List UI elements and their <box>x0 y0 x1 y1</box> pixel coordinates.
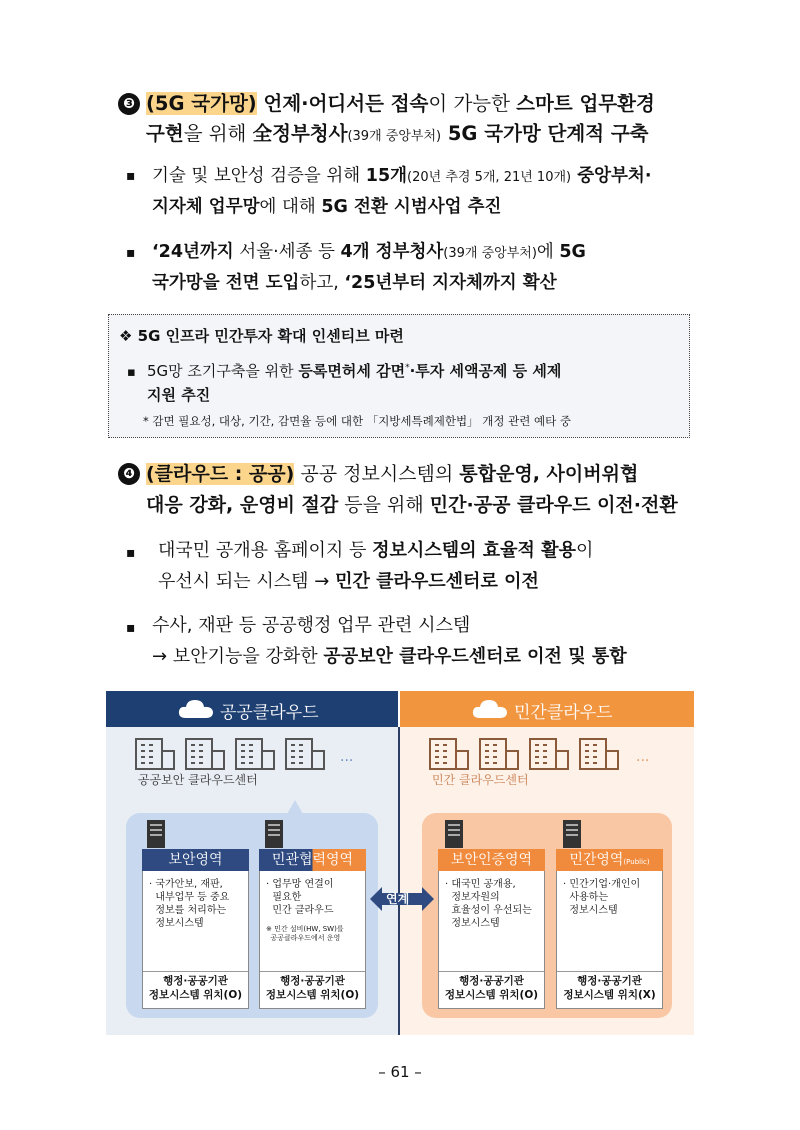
incentive-box-line2: 지원 추진 <box>147 386 211 404</box>
section3-bullet1-line1: 기술 및 보안성 검증을 위해 15개(20년 추경 5개, 21년 10개) 중앙부처· <box>152 166 652 186</box>
card-header: 보안인증영역 <box>438 849 545 871</box>
card-footer: 행정·공공기관 정보시스템 위치(O) <box>148 975 243 1001</box>
card-private-zone <box>556 849 663 1009</box>
public-cloud-title: 공공클라우드 <box>220 703 319 723</box>
section3-bullet2-line1: ‘24년까지 서울·세종 등 4개 정부청사(39개 중앙부처)에 5G <box>152 242 586 262</box>
building-icon <box>286 739 324 769</box>
section3-bullet2-line2: 국가망을 전면 도입하고, ‘25년부터 지자체까지 확산 <box>152 273 557 293</box>
building-icons-private <box>428 737 648 771</box>
server-icon <box>444 819 466 849</box>
cloud-icon <box>472 698 508 720</box>
card-body: · 업무망 연결이 필요한 민간 클라우드 ※ 민간 설비(HW, SW)를 공공클라우드에서 운영 <box>266 879 344 942</box>
circled-number-3: ❸ <box>118 93 140 115</box>
cloud-diagram <box>106 691 694 1035</box>
section3-tag: (5G 국가망) <box>146 92 257 115</box>
private-cloud-header <box>400 691 694 727</box>
section4-bullet1-line1: 대국민 공개용 홈페이지 등 정보시스템의 효율적 활용이 <box>158 540 594 561</box>
section3-line2: 구현을 위해 全정부청사(39개 중앙부처) 5G 국가망 단계적 구축 <box>146 122 649 145</box>
building-icon <box>430 739 468 769</box>
card-header: 민간영역(Public) <box>556 849 663 871</box>
bullet-square: ▪ <box>126 620 136 636</box>
incentive-box <box>108 314 690 438</box>
incentive-box-line1: 5G망 조기구축을 위한 등록면허세 감면*·투자 세액공제 등 세제 <box>147 362 562 380</box>
card-footer: 행정·공공기관 정보시스템 위치(O) <box>265 975 360 1001</box>
card-header: 보안영역 <box>142 849 249 871</box>
bullet-square: ▪ <box>126 545 136 561</box>
section4-tag: (클라우드 : 공공) <box>146 463 295 485</box>
card-footer: 행정·공공기관 정보시스템 위치(O) <box>444 975 539 1001</box>
incentive-box-note: * 감면 필요성, 대상, 기간, 감면율 등에 대한 「지방세특례제한법」 개정 관련 예타 중 <box>143 414 571 428</box>
ellipsis-public: ... <box>340 749 354 765</box>
page-number: – 61 – <box>378 1063 422 1081</box>
cloud-icon <box>178 698 214 720</box>
building-icon <box>136 739 174 769</box>
server-icon <box>264 819 286 849</box>
building-icons-public <box>134 737 354 771</box>
card-body: · 민간기업·개인이 사용하는 정보시스템 <box>563 879 641 916</box>
card-body: · 국가안보, 재판, 내부업무 등 중요 정보를 처리하는 정보시스템 <box>149 879 230 929</box>
incentive-box-title: ❖ 5G 인프라 민간투자 확대 인센티브 마련 <box>119 327 404 345</box>
building-icon <box>186 739 224 769</box>
private-center-label: 민간 클라우드센터 <box>432 773 529 787</box>
card-footer: 행정·공공기관 정보시스템 위치(X) <box>563 975 656 1001</box>
section4-line1: ❹ (클라우드 : 공공) 공공 정보시스템의 통합운영, 사이버위협 <box>118 460 638 488</box>
section4-bullet1-line2: 우선시 되는 시스템 → 민간 클라우드센터로 이전 <box>158 571 539 592</box>
building-icon <box>530 739 568 769</box>
private-cloud-title: 민간클라우드 <box>514 703 613 723</box>
bullet-square: ▪ <box>126 168 136 184</box>
server-icon <box>146 819 168 849</box>
section4-bullet2-line1: 수사, 재판 등 공공행정 업무 관련 시스템 <box>152 615 471 636</box>
section4-bullet2-line2: → 보안기능을 강화한 공공보안 클라우드센터로 이전 및 통합 <box>152 646 627 667</box>
bullet-square: ▪ <box>126 245 136 261</box>
server-icon <box>562 819 584 849</box>
section3-bullet1-line2: 지자체 업무망에 대해 5G 전환 시범사업 추진 <box>152 197 502 217</box>
link-label: 연계 <box>386 892 410 906</box>
section4-line2: 대응 강화, 운영비 절감 등을 위해 민간·공공 클라우드 이전·전환 <box>146 494 678 516</box>
building-icon <box>580 739 618 769</box>
public-cloud-header <box>106 691 398 727</box>
card-certified-security-zone <box>438 849 545 1009</box>
pointer-triangle <box>287 800 303 814</box>
bullet-square: ▪ <box>127 365 136 380</box>
card-security-zone <box>142 849 249 1009</box>
public-center-label: 공공보안 클라우드센터 <box>138 773 258 787</box>
section3-line1: ❸ (5G 국가망) 언제·어디서든 접속이 가능한 스마트 업무환경 <box>118 90 655 118</box>
divider <box>398 727 400 1035</box>
card-body: · 대국민 공개용, 정보자원의 효율성이 우선되는 정보시스템 <box>445 879 532 929</box>
card-header: 민관협력영역 <box>259 849 366 871</box>
card-public-private-zone <box>259 849 366 1009</box>
building-icon <box>236 739 274 769</box>
circled-number-4: ❹ <box>118 463 140 485</box>
ellipsis-private: ... <box>636 749 650 765</box>
building-icon <box>480 739 518 769</box>
